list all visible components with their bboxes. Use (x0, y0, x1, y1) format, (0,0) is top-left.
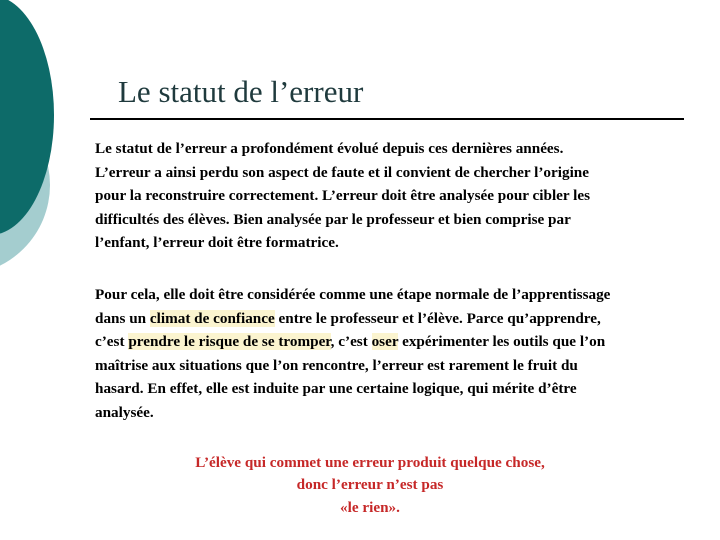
paragraph-2-line (95, 330, 610, 354)
paragraph-2-line: hasard. En effet, elle est induite par une certaine logique, qui mérite d’être (95, 380, 577, 398)
paragraph-2-line: analysée. (95, 403, 154, 421)
paragraph-1-line: l’enfant, l’erreur doit être formatrice. (95, 234, 339, 252)
paragraph-1 (95, 137, 590, 255)
quote-line: donc l’erreur n’est pas (296, 476, 444, 494)
quote-line: L’élève qui commet une erreur produit quelque chose, (195, 454, 545, 471)
slide-title: Le statut de l’erreur (118, 74, 364, 109)
paragraph-1-line: pour la reconstruire correctement. L’erreur doit être analysée pour cibler les (95, 187, 591, 205)
text-segment: dans un (95, 309, 150, 327)
highlight-oser: oser (371, 333, 399, 351)
decorative-teal-circles (0, 0, 80, 300)
text-segment: c’est (95, 333, 129, 351)
highlight-climat-de-confiance: climat de confiance (149, 309, 275, 327)
red-quote (120, 452, 620, 519)
paragraph-2-line: Pour cela, elle doit être considérée comme une étape normale de l’apprentissage (95, 286, 611, 303)
text-segment: expérimenter les outils que l’on (398, 333, 606, 351)
title-underline (90, 118, 684, 120)
quote-line: «le rien». (340, 498, 400, 516)
text-segment: entre le professeur et l’élève. Parce qu’apprendre, (274, 309, 601, 327)
paragraph-2 (95, 283, 610, 425)
paragraph-1-line: L’erreur a ainsi perdu son aspect de faute et il convient de chercher l’origine (95, 163, 589, 181)
paragraph-1-line: difficultés des élèves. Bien analysée par le professeur et bien comprise par (95, 210, 571, 228)
highlight-prendre-le-risque: prendre le risque de se tromper (128, 333, 331, 351)
paragraph-1-line: Le statut de l’erreur a profondément évolué depuis ces dernières années. (95, 140, 564, 157)
paragraph-2-line: maîtrise aux situations que l’on rencontre, l’erreur est rarement le fruit du (95, 356, 578, 374)
paragraph-2-line (95, 307, 610, 331)
text-segment: , c’est (330, 333, 372, 351)
